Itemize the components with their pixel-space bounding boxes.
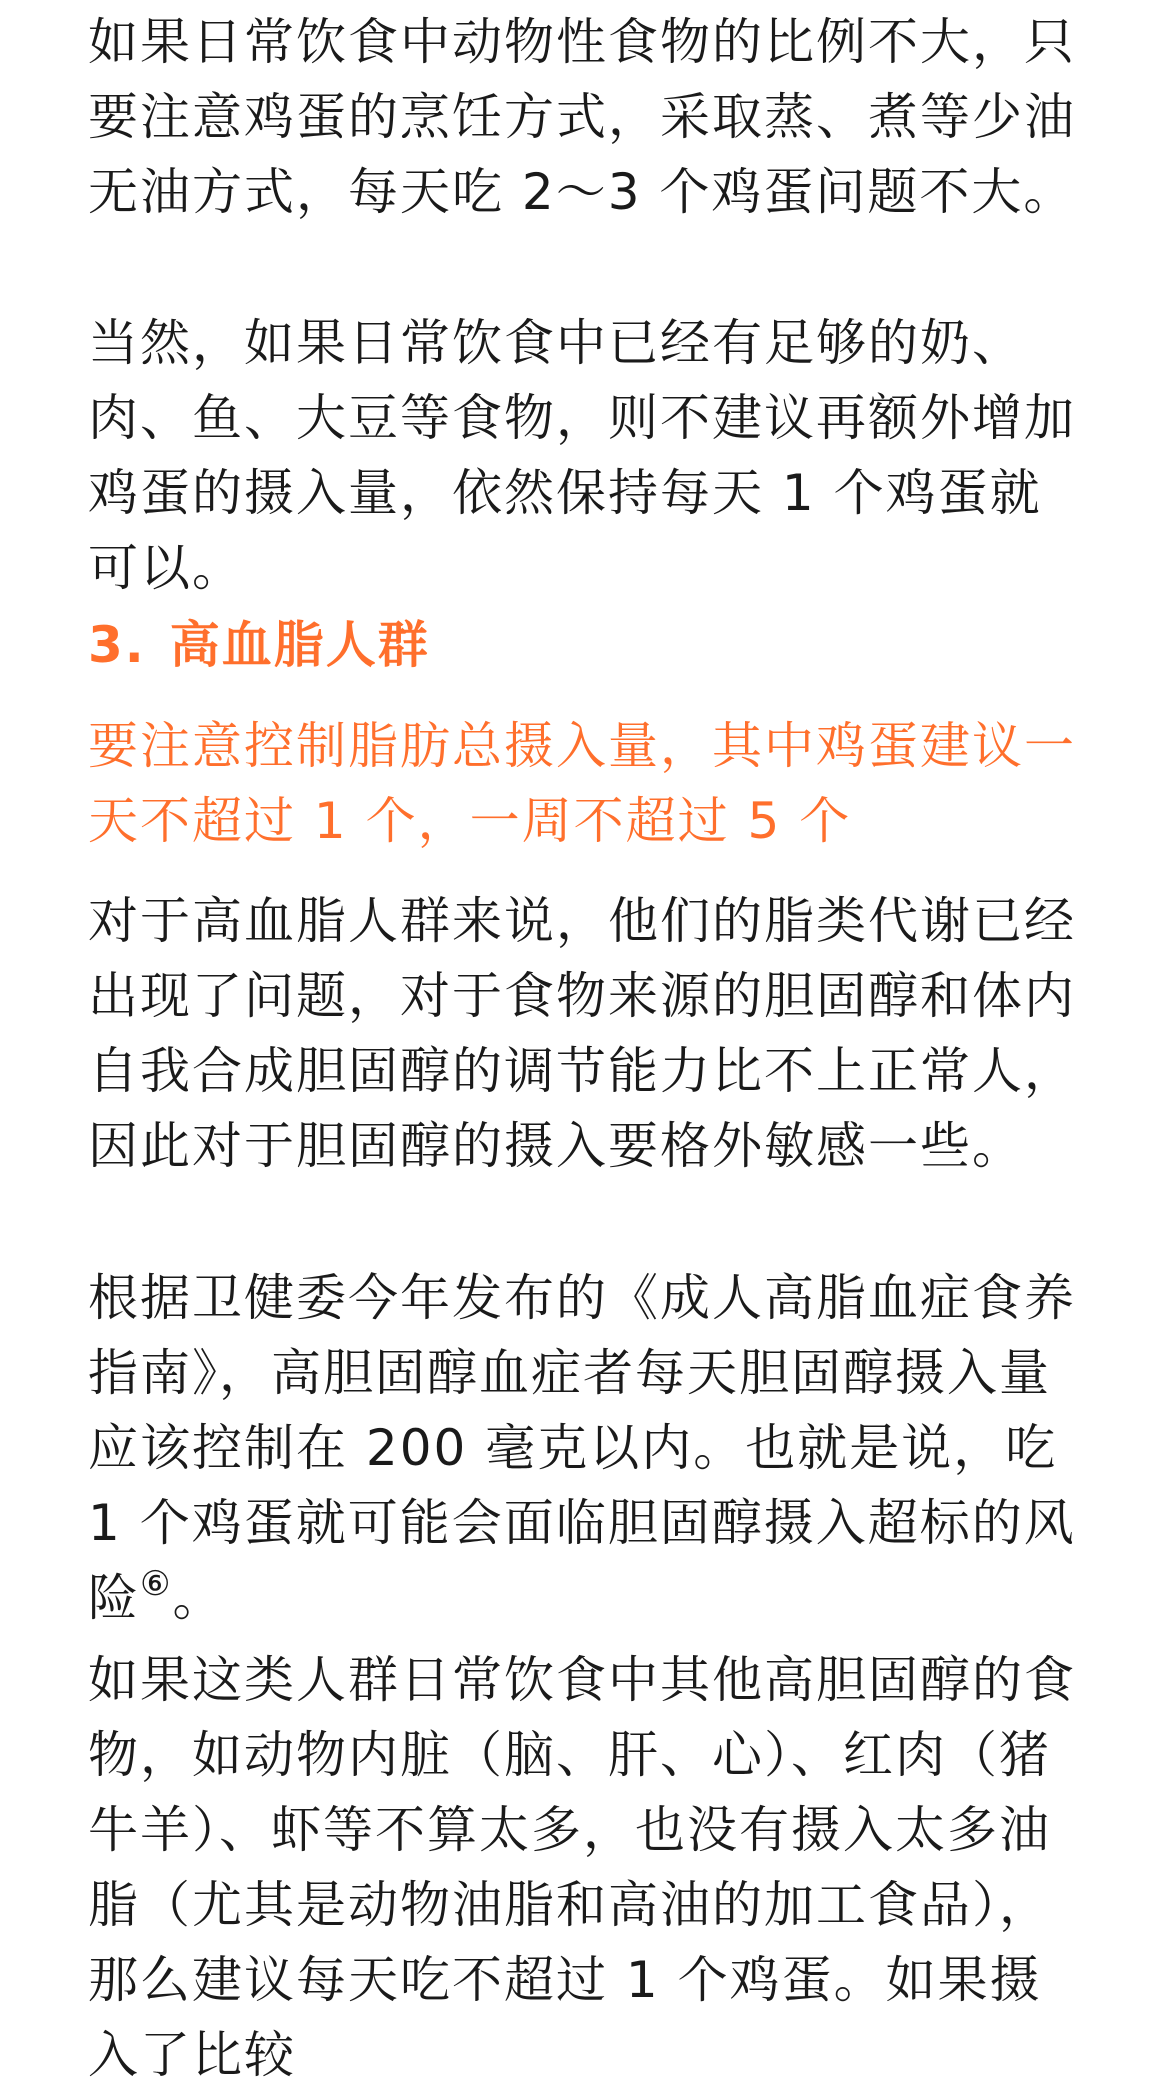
section-title: 高血脂人群	[169, 616, 430, 674]
paragraph-1: 如果日常饮食中动物性食物的比例不大，只要注意鸡蛋的烹饪方式，采取蒸、煮等少油无油方式，每天吃 2～3 个鸡蛋问题不大。	[88, 13, 1076, 221]
section-heading-3	[88, 608, 1088, 683]
paragraph-2: 当然，如果日常饮食中已经有足够的奶、肉、鱼、大豆等食物，则不建议再额外增加鸡蛋的摄入量，依然保持每天 1 个鸡蛋就可以。	[88, 314, 1076, 597]
section-highlight: 要注意控制脂肪总摄入量，其中鸡蛋建议一天不超过 1 个，一周不超过 5 个	[88, 717, 1076, 850]
paragraph-4	[88, 1261, 1088, 1636]
section-number: 3.	[88, 616, 146, 674]
paragraph-3: 对于高血脂人群来说，他们的脂类代谢已经出现了问题，对于食物来源的胆固醇和体内自我合成胆固醇的调节能力比不上正常人，因此对于胆固醇的摄入要格外敏感一些。	[88, 892, 1076, 1175]
reference-marker[interactable]: ⑥	[140, 1564, 173, 1604]
paragraph-4-end: 。	[172, 1569, 225, 1627]
paragraph-5: 如果这类人群日常饮食中其他高胆固醇的食物，如动物内脏（脑、肝、心）、红肉（猪牛羊）、虾等不算太多，也没有摄入太多油脂（尤其是动物油脂和高油的加工食品），那么建议每天吃不超过 1 个鸡蛋。如果摄入了比较	[88, 1651, 1076, 2084]
paragraph-4-text: 根据卫健委今年发布的《成人高脂血症食养指南》，高胆固醇血症者每天胆固醇摄入量应该控制在 200 毫克以内。也就是说，吃 1 个鸡蛋就可能会面临胆固醇摄入超标的风险	[88, 1269, 1076, 1627]
